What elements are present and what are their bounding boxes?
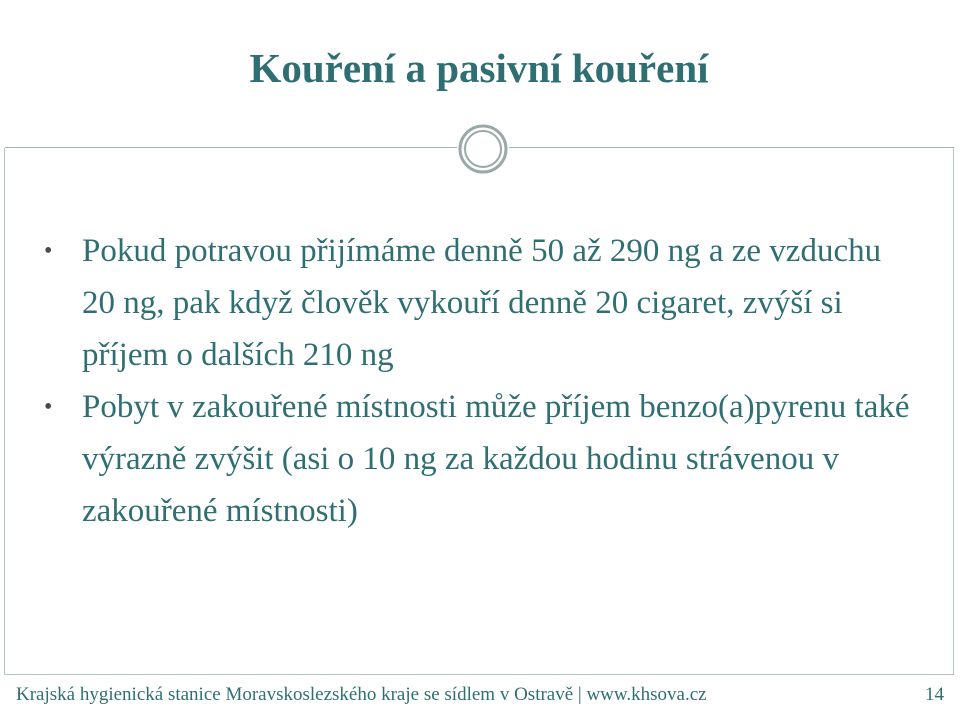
title-divider-right: [509, 147, 954, 148]
footer-text: Krajská hygienická stanice Moravskoslezského kraje se sídlem v Ostravě | www.khsova.cz: [16, 684, 707, 705]
bullet-icon: •: [44, 394, 53, 420]
slide-title: Kouření a pasivní kouření: [249, 45, 709, 91]
bullet-text: Pobyt v zakouřené místnosti může příjem benzo(a)pyrenu také výrazně zvýšit (asi o 10 ng za každou hodinu strávenou v zakouřené místnosti): [82, 389, 910, 529]
bullet-list: [40, 225, 920, 537]
ring-emblem-icon: [457, 123, 509, 175]
page-number: 14: [925, 684, 944, 705]
bullet-item: [40, 225, 920, 381]
title-divider-left: [5, 147, 457, 148]
bullet-text: Pokud potravou přijímáme denně 50 až 290 ng a ze vzduchu 20 ng, pak když člověk vykouří denně 20 cigaret, zvýší si příjem o dalších 210 ng: [82, 233, 882, 373]
bullet-item: [40, 381, 920, 537]
bullet-icon: •: [44, 238, 53, 264]
footer: [4, 674, 954, 713]
content-area: [40, 225, 920, 537]
